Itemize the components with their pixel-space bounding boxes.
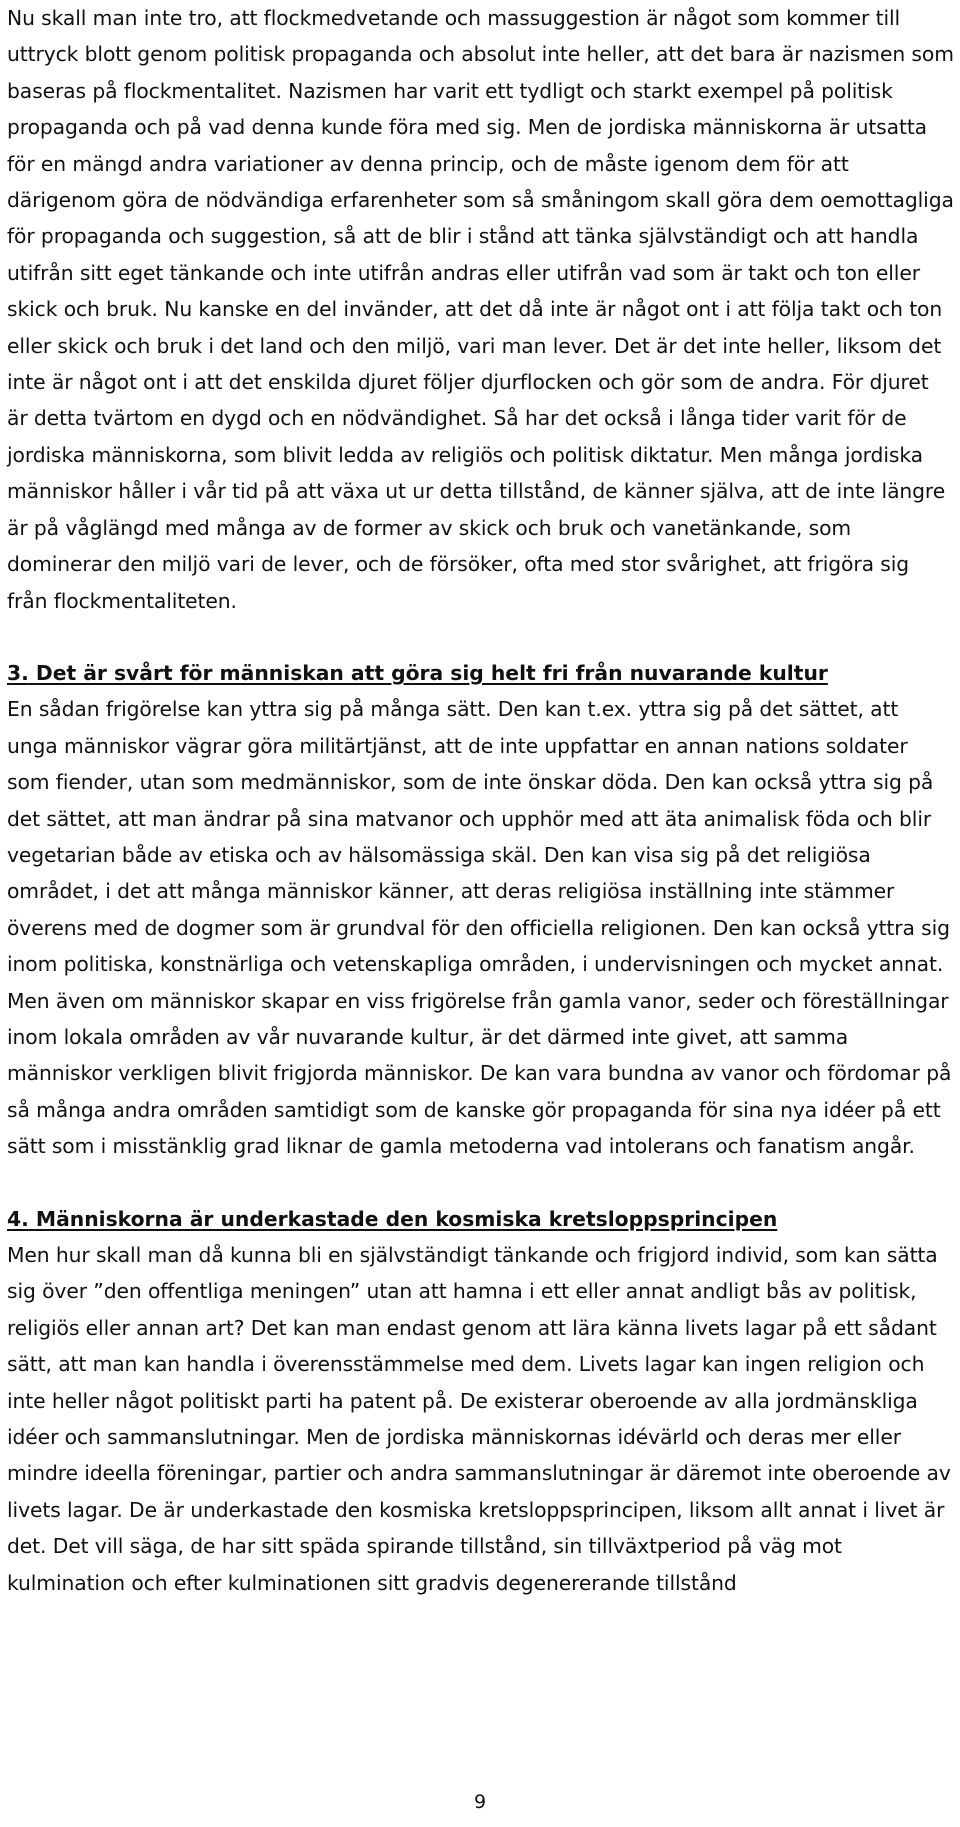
section-gap [7,1165,955,1201]
document-page [7,0,955,1601]
section-3-heading [7,655,955,691]
section-3-body: En sådan frigörelse kan yttra sig på många sätt. Den kan t.ex. yttra sig på det sättet, att unga människor vägrar göra militärtjänst, att de inte uppfattar en annan nations soldater som fiender, utan som medmänniskor, som de inte önskar döda. Den kan också yttra sig på det sättet, att man ändrar på sina matvanor och upphör med att äta animalisk föda och blir vegetarian både av etiska och av hälsomässiga skäl. Den kan visa sig på det religiösa området, i det att många människor känner, att deras religiösa inställning inte stämmer överens med de dogmer som är grundval för den officiella religionen. Den kan också yttra sig inom politiska, konstnärliga och vetenskapliga områden, i undervisningen och mycket annat. Men även om människor skapar en viss frigörelse från gamla vanor, seder och föreställningar inom lokala områden av vår nuvarande kultur, är det därmed inte givet, att samma människor verkligen blivit frigjorda människor. De kan vara bundna av vanor och fördomar på så många andra områden samtidigt som de kanske gör propaganda för sina nya idéer på ett sätt som i misstänklig grad liknar de gamla metoderna vad intolerans och fanatism angår. [7,697,952,1159]
section-4-title: Människorna är underkastade den kosmiska kretsloppsprincipen [35,1206,778,1231]
section-4-body: Men hur skall man då kunna bli en självständigt tänkande och frigjord individ, som kan sätta sig över ”den offentliga meningen” utan att hamna i ett eller annat andligt bås av politisk, religiös eller annan art? Det kan man endast genom att lära känna livets lagar på ett sådant sätt, att man kan handla i överensstämmelse med dem. Livets lagar kan ingen religion och inte heller något politiskt parti ha patent på. De existerar oberoende av alla jordmänskliga idéer och sammanslutningar. Men de jordiska människornas idévärld och deras mer eller mindre ideella föreningar, partier och andra sammanslutningar är däremot inte oberoende av livets lagar. De är underkastade den kosmiska kretsloppsprincipen, liksom allt annat i livet är det. Det vill säga, de har sitt späda spirande tillstånd, sin tillväxtperiod på väg mot kulmination och efter kulminationen sitt gradvis degenererande tillstånd [7,1243,951,1595]
section-4-number: 4. [7,1206,29,1231]
intro-paragraph: Nu skall man inte tro, att flockmedvetande och massuggestion är något som kommer till uttryck blott genom politisk propaganda och absolut inte heller, att det bara är nazismen som baseras på flockmentalitet. Nazismen har varit ett tydligt och starkt exempel på politisk propaganda och på vad denna kunde föra med sig. Men de jordiska människorna är utsatta för en mängd andra variationer av denna princip, och de måste igenom dem för att därigenom göra de nödvändiga erfarenheter som så småningom skall göra dem oemottagliga för propaganda och suggestion, så att de blir i stånd att tänka självständigt och att handla utifrån sitt eget tänkande och inte utifrån andras eller utifrån vad som är takt och ton eller skick och bruk. Nu kanske en del invänder, att det då inte är något ont i att följa takt och ton eller skick och bruk i det land och den miljö, vari man lever. Det är det inte heller, liksom det inte är något ont i att det enskilda djuret följer djurflocken och gör som de andra. För djuret är detta tvärtom en dygd och en nödvändighet. Så har det också i långa tider varit för de jordiska människorna, som blivit ledda av religiös och politisk diktatur. Men många jordiska människor håller i vår tid på att växa ut ur detta tillstånd, de känner själva, att de inte längre är på våglängd med många av de former av skick och bruk och vanetänkande, som dominerar den miljö vari de lever, och de försöker, ofta med stor svårighet, att frigöra sig från flockmentaliteten. [7,6,954,613]
section-gap [7,619,955,655]
section-4-heading [7,1201,955,1237]
section-3-title: Det är svårt för människan att göra sig helt fri från nuvarande kultur [35,660,828,685]
section-3-number: 3. [7,660,29,685]
page-number: 9 [473,1791,487,1813]
